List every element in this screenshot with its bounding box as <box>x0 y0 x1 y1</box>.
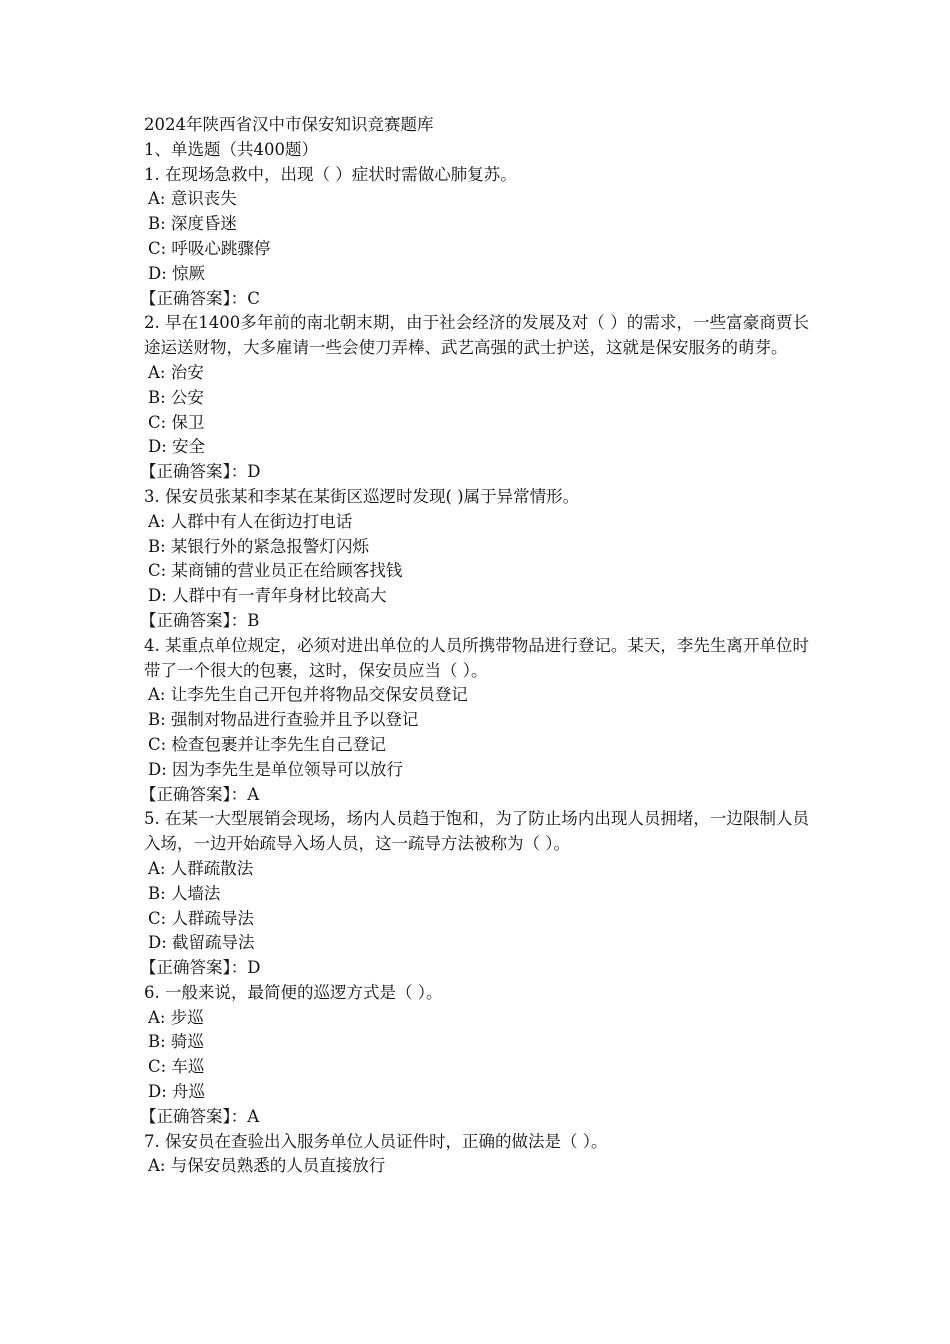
option-c: C: 人群疏导法 <box>148 908 254 928</box>
option-b: B: 公安 <box>148 387 204 407</box>
question-4 <box>140 634 809 808</box>
question-1 <box>140 163 809 312</box>
correct-answer: 【正确答案】：D <box>140 462 261 482</box>
option-a: A: 与保安员熟悉的人员直接放行 <box>148 1156 386 1176</box>
option-b: B: 人墙法 <box>148 883 221 903</box>
option-d: D: 截留疏导法 <box>148 933 255 953</box>
option-d: D: 惊厥 <box>148 263 206 283</box>
correct-answer: 【正确答案】：A <box>140 1106 260 1126</box>
option-c: C: 呼吸心跳骤停 <box>148 238 271 258</box>
question-stem: 6. 一般来说，最简便的巡逻方式是（ ）。 <box>144 982 443 1002</box>
section-heading: 1、单选题（共400题） <box>144 139 318 159</box>
question-6 <box>140 981 809 1130</box>
option-b: B: 骑巡 <box>148 1032 204 1052</box>
option-d: D: 人群中有一青年身材比较高大 <box>148 586 387 606</box>
question-7 <box>144 1130 809 1180</box>
question-stem: 1. 在现场急救中，出现（ ）症状时需做心肺复苏。 <box>144 164 517 184</box>
document-page <box>140 113 809 1179</box>
option-c: C: 某商铺的营业员正在给顾客找钱 <box>148 561 403 581</box>
document-title: 2024年陕西省汉中市保安知识竞赛题库 <box>144 115 434 134</box>
correct-answer: 【正确答案】：D <box>140 958 261 978</box>
question-stem: 5. 在某一大型展销会现场，场内人员趋于饱和，为了防止场内出现人员拥堵，一边限制人员入场，一边开始疏导入场人员，这一疏导方法被称为（ ）。 <box>144 809 809 854</box>
option-b: B: 强制对物品进行查验并且予以登记 <box>148 710 419 730</box>
option-a: A: 意识丧失 <box>148 189 237 209</box>
option-c: C: 检查包裹并让李先生自己登记 <box>148 734 386 754</box>
option-a: A: 人群疏散法 <box>148 858 254 878</box>
option-a: A: 步巡 <box>148 1007 204 1027</box>
option-b: B: 某银行外的紧急报警灯闪烁 <box>148 536 369 556</box>
option-d: D: 安全 <box>148 437 206 457</box>
question-stem: 7. 保安员在查验出入服务单位人员证件时，正确的做法是（ ）。 <box>144 1131 608 1151</box>
option-c: C: 保卫 <box>148 412 205 432</box>
correct-answer: 【正确答案】：A <box>140 784 260 804</box>
option-b: B: 深度昏迷 <box>148 214 237 234</box>
question-2 <box>140 311 809 485</box>
option-a: A: 让李先生自己开包并将物品交保安员登记 <box>148 685 468 705</box>
option-d: D: 因为李先生是单位领导可以放行 <box>148 759 404 779</box>
question-stem: 4. 某重点单位规定，必须对进出单位的人员所携带物品进行登记。某天，李先生离开单位时带了一个很大的包裹，这时，保安员应当（ ）。 <box>144 635 809 680</box>
question-5 <box>140 807 809 981</box>
correct-answer: 【正确答案】：C <box>140 288 260 308</box>
option-a: A: 人群中有人在街边打电话 <box>148 511 353 531</box>
option-c: C: 车巡 <box>148 1057 205 1077</box>
option-a: A: 治安 <box>148 362 204 382</box>
option-d: D: 舟巡 <box>148 1082 206 1102</box>
question-stem: 2. 早在1400多年前的南北朝末期，由于社会经济的发展及对（ ）的需求，一些富豪商贾长途运送财物，大多雇请一些会使刀弄棒、武艺高强的武士护送，这就是保安服务的萌芽。 <box>144 313 809 358</box>
question-3 <box>140 485 809 634</box>
question-stem: 3. 保安员张某和李某在某街区巡逻时发现( )属于异常情形。 <box>144 486 580 506</box>
correct-answer: 【正确答案】：B <box>140 610 260 630</box>
